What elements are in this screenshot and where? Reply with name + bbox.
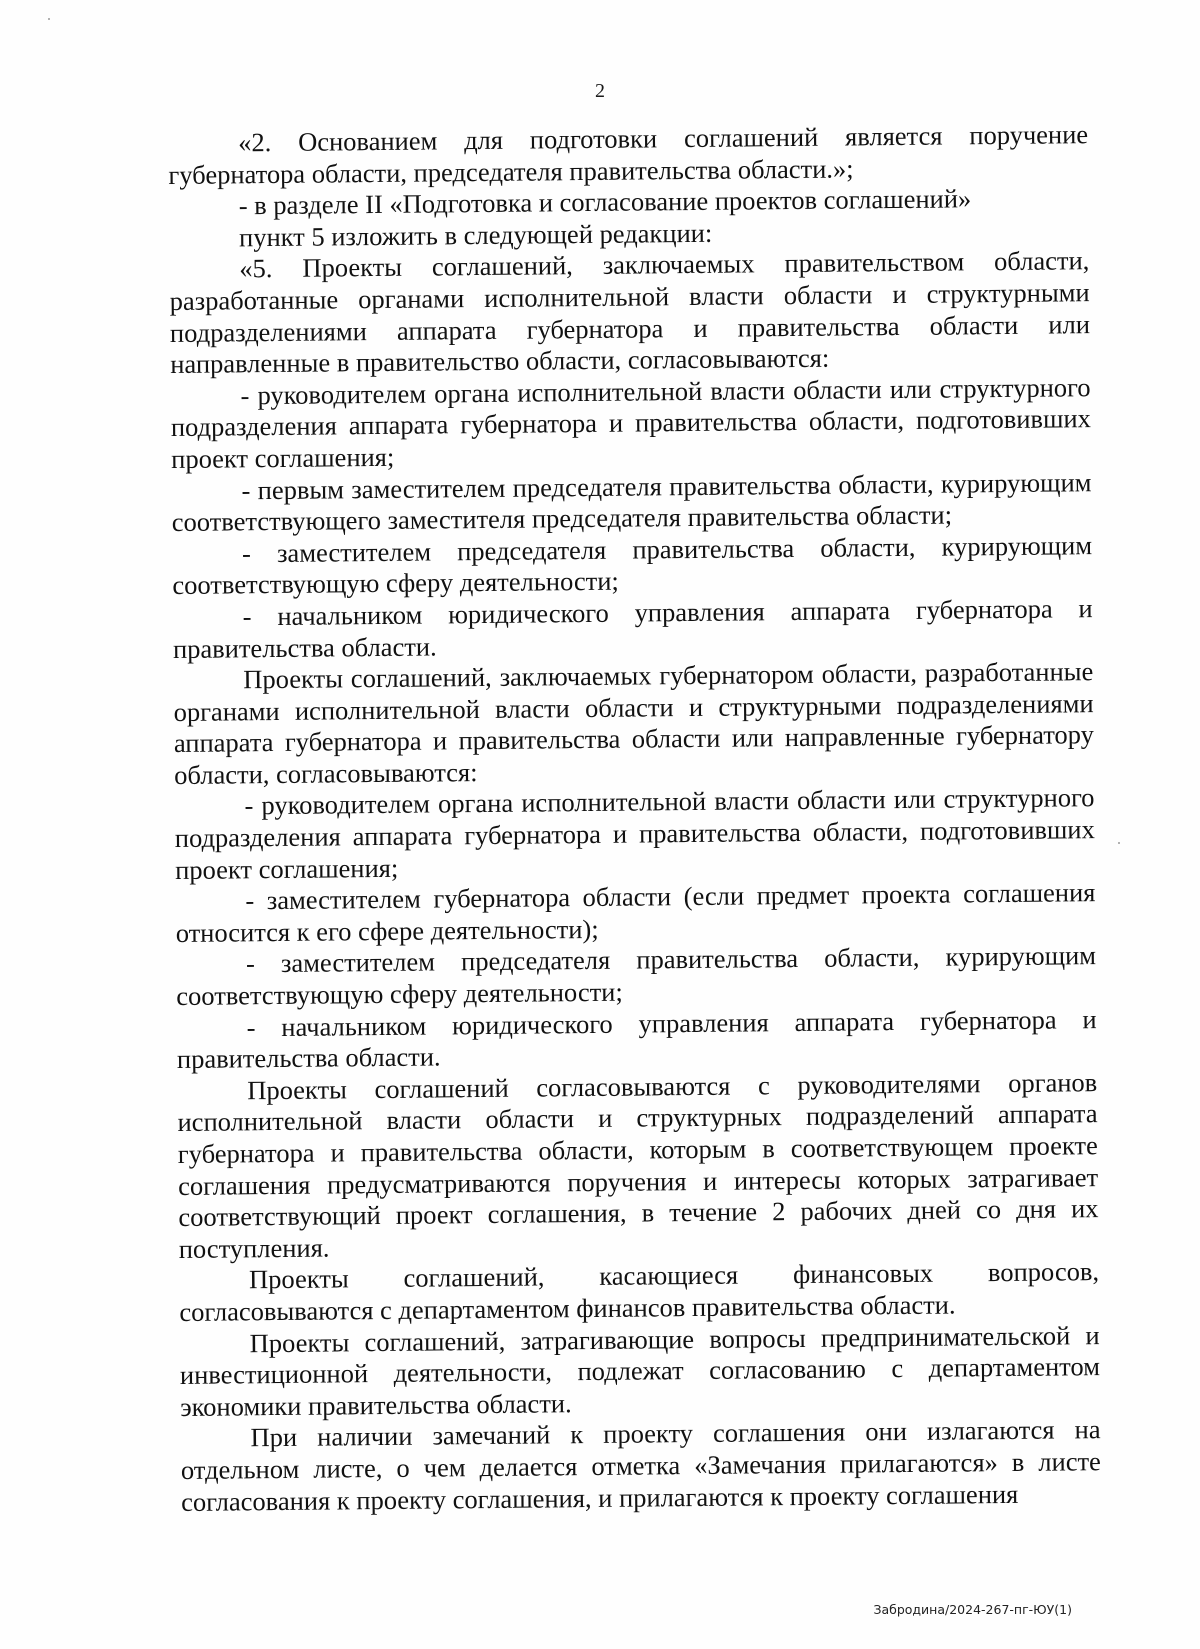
paragraph-3: пункт 5 изложить в следующей редакции:: [238, 217, 713, 253]
paragraph-16: Проекты соглашений, затрагивающие вопросы предпринимательской и инвестиционной деятельности, подлежат согласованию с департаментом экономики правительства области.: [179, 1319, 1101, 1422]
paragraph-15: Проекты соглашений, касающиеся финансовых вопросов, согласовываются с департаментом финансов правительства области.: [179, 1256, 1100, 1327]
paragraph-11: - заместителем губернатора области (если предмет проекта соглашения относится к его сфере деятельности);: [175, 877, 1096, 948]
paragraph-10: - руководителем органа исполнительной власти области или структурного подразделения аппарата губернатора и правительства области, подготовивших проект соглашения;: [174, 782, 1095, 885]
scan-speck: [1118, 842, 1120, 844]
paragraph-14: Проекты соглашений согласовываются с руководителями органов исполнительной власти области и структурных подразделений аппарата губернатора и правительства области, которым в соответствующем проекте соглашения предусматриваются поручения и интересы которых затрагивает соответствующий проект соглашения, в течение 2 рабочих дней со дня их поступления.: [177, 1066, 1099, 1264]
paragraph-17: При наличии замечаний к проекту соглашения они излагаются на отдельном листе, о чем делается отметка «Замечания прилагаются» в листе согласования к проекту соглашения, и прилагаются к проекту соглашения: [180, 1414, 1101, 1517]
scan-speck: [48, 18, 50, 20]
paragraph-2: - в разделе II «Подготовка и согласование проектов соглашений»: [238, 183, 972, 221]
page-number: 2: [595, 80, 605, 102]
document-body: [168, 119, 1101, 1518]
footer-document-code: Забродина/2024-267-пг-ЮУ(1): [873, 1602, 1072, 1617]
paragraph-12: - заместителем председателя правительства области, курирующим соответствующую сферу деятельности;: [176, 940, 1097, 1011]
paragraph-5: - руководителем органа исполнительной власти области или структурного подразделения аппарата губернатора и правительства области, подготовивших проект соглашения;: [170, 371, 1091, 474]
paragraph-1: «2. Основанием для подготовки соглашений является поручение губернатора области, председателя правительства области.»;: [168, 119, 1089, 190]
paragraph-7: - заместителем председателя правительства области, курирующим соответствующую сферу деятельности;: [172, 529, 1093, 601]
paragraph-4: «5. Проекты соглашений, заключаемых правительством области, разработанные органами исполнительной власти области и структурными подразделениями аппарата губернатора и правительства области или направленные в правительство области, согласовываются:: [169, 245, 1091, 380]
paragraph-6: - первым заместителем председателя правительства области, курирующим соответствующего заместителя председателя правительства области;: [171, 466, 1092, 538]
paragraph-13: - начальником юридического управления аппарата губернатора и правительства области.: [176, 1003, 1097, 1075]
paragraph-9: Проекты соглашений, заключаемых губернатором области, разработанные органами исполнительной власти области и структурными подразделениями аппарата губернатора и правительства области или направленные губернатору области, согласовываются:: [173, 656, 1095, 790]
paragraph-8: - начальником юридического управления аппарата губернатора и правительства области.: [172, 593, 1093, 664]
